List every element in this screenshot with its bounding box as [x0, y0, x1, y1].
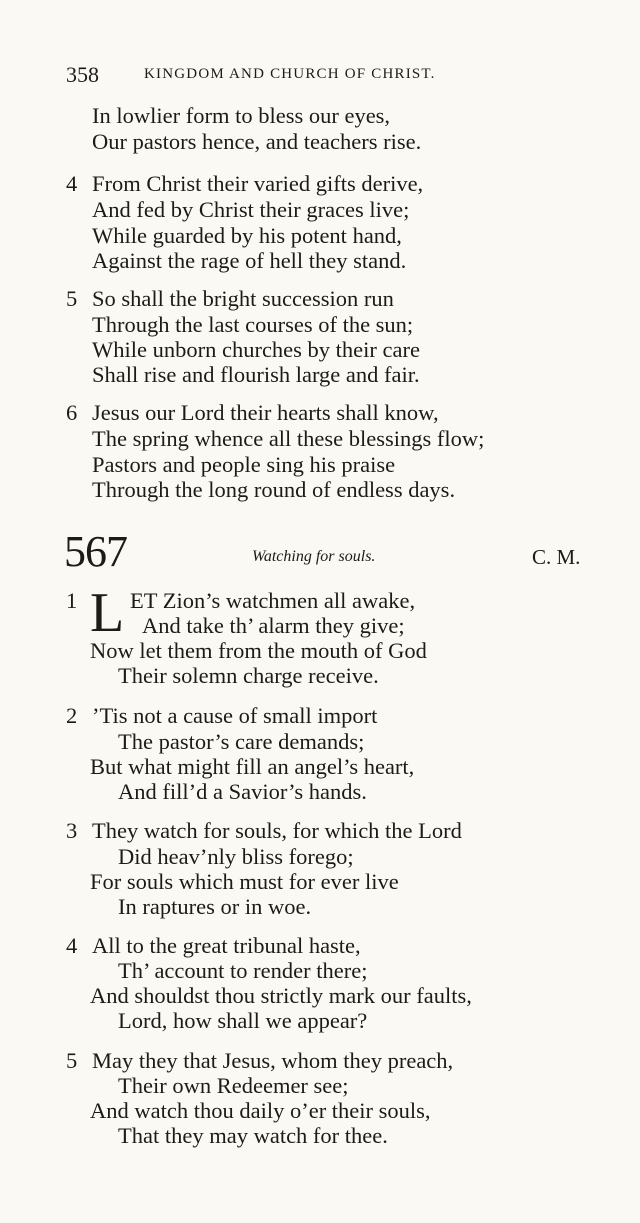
verse-line: In lowlier form to bless our eyes,	[92, 103, 391, 128]
running-title: KINGDOM AND CHURCH OF CHRIST.	[144, 66, 436, 82]
verse-line: Through the last courses of the sun;	[92, 312, 414, 337]
verse-line: Against the rage of hell they stand.	[92, 248, 407, 273]
verse-line: For souls which must for ever live	[90, 869, 399, 894]
verse-line: While guarded by his potent hand,	[92, 223, 402, 248]
verse-line: From Christ their varied gifts derive,	[92, 171, 424, 196]
verse-line: The pastor’s care demands;	[118, 729, 365, 754]
verse-line: So shall the bright succession run	[92, 286, 394, 311]
page-number: 358	[66, 62, 99, 87]
verse-line: And fill’d a Savior’s hands.	[118, 779, 367, 804]
verse-line: Their solemn charge receive.	[118, 663, 379, 688]
stanza-number: 5	[66, 1048, 78, 1073]
stanza-number: 5	[66, 286, 78, 311]
stanza-number: 4	[66, 933, 78, 958]
verse-line: But what might fill an angel’s heart,	[90, 754, 415, 779]
hymn-number: 567	[64, 527, 127, 576]
verse-line: Our pastors hence, and teachers rise.	[92, 129, 422, 154]
verse-line: The spring whence all these blessings flow;	[92, 426, 485, 451]
verse-line: While unborn churches by their care	[92, 337, 420, 362]
verse-line: ’Tis not a cause of small import	[92, 703, 378, 728]
verse-line: Did heav’nly bliss forego;	[118, 844, 354, 869]
verse-line: That they may watch for thee.	[118, 1123, 388, 1148]
hymn-meter: C. M.	[532, 545, 581, 569]
verse-line: All to the great tribunal haste,	[92, 933, 361, 958]
stanza-number: 3	[66, 818, 78, 843]
verse-line: Now let them from the mouth of God	[90, 638, 427, 663]
verse-line: Pastors and people sing his praise	[92, 452, 396, 477]
verse-line: May they that Jesus, whom they preach,	[92, 1048, 454, 1073]
verse-line: In raptures or in woe.	[118, 894, 312, 919]
drop-cap: L	[90, 582, 125, 644]
verse-line: And watch thou daily o’er their souls,	[90, 1098, 431, 1123]
verse-line: And take th’ alarm they give;	[142, 613, 405, 638]
verse-line: Through the long round of endless days.	[92, 477, 456, 502]
stanza-number: 6	[66, 400, 78, 425]
stanza-number: 1	[66, 588, 78, 613]
verse-line: And shouldst thou strictly mark our faults,	[90, 983, 472, 1008]
stanza-number: 2	[66, 703, 78, 728]
verse-line: They watch for souls, for which the Lord	[92, 818, 462, 843]
verse-line: Their own Redeemer see;	[118, 1073, 349, 1098]
page-header	[66, 62, 536, 86]
verse-line: Shall rise and flourish large and fair.	[92, 362, 420, 387]
verse-line: Lord, how shall we appear?	[118, 1008, 368, 1033]
hymn-title: Watching for souls.	[252, 548, 376, 565]
verse-line: Th’ account to render there;	[118, 958, 368, 983]
verse-line: Jesus our Lord their hearts shall know,	[92, 400, 439, 425]
verse-line: ET Zion’s watchmen all awake,	[130, 588, 416, 613]
verse-line: And fed by Christ their graces live;	[92, 197, 410, 222]
stanza-number: 4	[66, 171, 78, 196]
